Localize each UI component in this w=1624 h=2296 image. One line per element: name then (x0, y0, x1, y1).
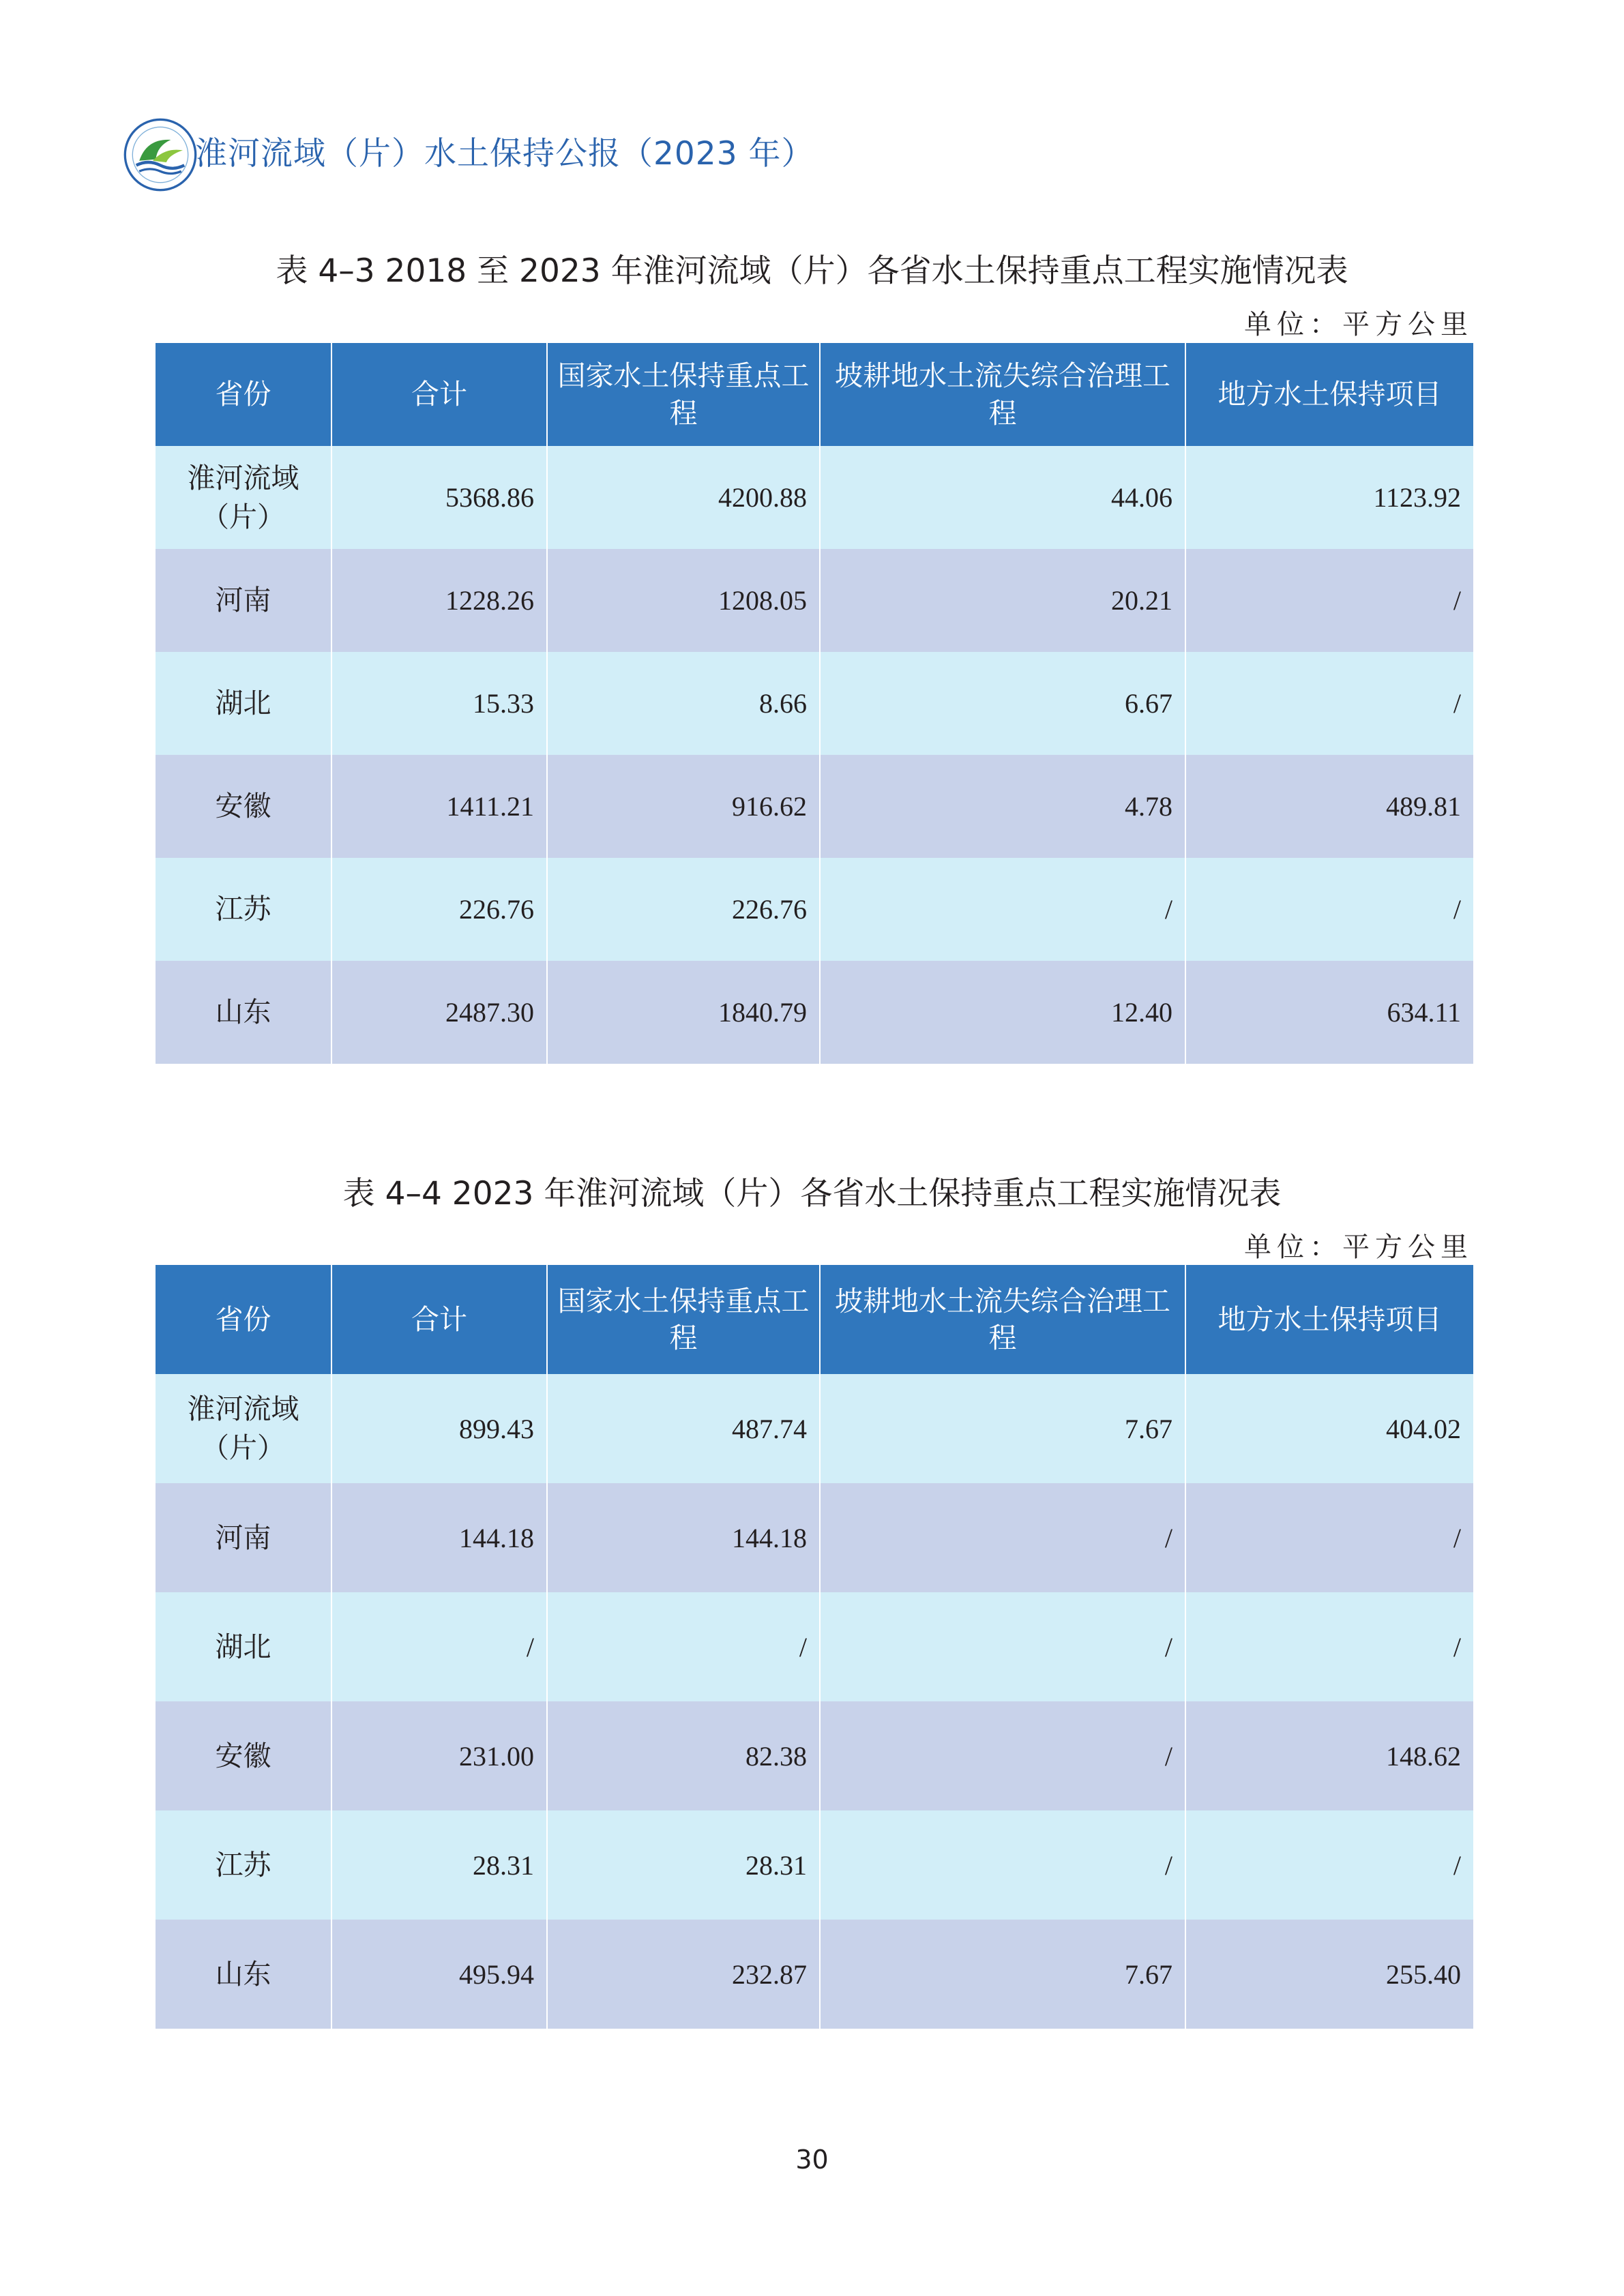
cell-total: 5368.86 (331, 446, 547, 549)
cell-national: 82.38 (547, 1701, 820, 1810)
cell-slope: 44.06 (820, 446, 1185, 549)
cell-local: 148.62 (1185, 1701, 1473, 1810)
table-4-3-unit: 单位：平方公里 (1244, 309, 1473, 340)
column-header-national-key-project: 国家水土保持重点工程 (547, 343, 820, 446)
cell-local: / (1185, 549, 1473, 652)
table-header-row (156, 1265, 1473, 1374)
cell-local: / (1185, 1483, 1473, 1592)
cell-local: 489.81 (1185, 755, 1473, 858)
cell-local: 404.02 (1185, 1374, 1473, 1483)
row-province: 湖北 (156, 652, 331, 755)
cell-slope: / (820, 1810, 1185, 1920)
column-header-slope-farmland-project: 坡耕地水土流失综合治理工程 (820, 1265, 1185, 1374)
table-4-4-unit: 单位：平方公里 (1244, 1232, 1473, 1263)
cell-national: 144.18 (547, 1483, 820, 1592)
cell-national: 232.87 (547, 1920, 820, 2029)
table-row (156, 755, 1473, 858)
table-row (156, 652, 1473, 755)
table-row (156, 1920, 1473, 2029)
table-row (156, 1592, 1473, 1701)
cell-slope: 6.67 (820, 652, 1185, 755)
cell-national: 28.31 (547, 1810, 820, 1920)
row-province: 山东 (156, 1920, 331, 2029)
table-row (156, 1374, 1473, 1483)
cell-total: 231.00 (331, 1701, 547, 1810)
cell-total: 899.43 (331, 1374, 547, 1483)
table-row (156, 1701, 1473, 1810)
cell-slope: 7.67 (820, 1920, 1185, 2029)
cell-national: 4200.88 (547, 446, 820, 549)
cell-slope: 4.78 (820, 755, 1185, 858)
row-province: 江苏 (156, 1810, 331, 1920)
table-row (156, 1483, 1473, 1592)
column-header-local-project: 地方水土保持项目 (1185, 1265, 1473, 1374)
cell-national: 226.76 (547, 858, 820, 961)
table-row (156, 549, 1473, 652)
cell-total: 2487.30 (331, 961, 547, 1064)
table-row (156, 858, 1473, 961)
cell-total: 15.33 (331, 652, 547, 755)
column-header-slope-farmland-project: 坡耕地水土流失综合治理工程 (820, 343, 1185, 446)
row-province: 淮河流域（片） (156, 1374, 331, 1483)
cell-local: 255.40 (1185, 1920, 1473, 2029)
table-4-3-title: 表 4–3 2018 至 2023 年淮河流域（片）各省水土保持重点工程实施情况表 (276, 252, 1348, 290)
cell-total: 495.94 (331, 1920, 547, 2029)
cell-local: / (1185, 1592, 1473, 1701)
cell-slope: / (820, 1483, 1185, 1592)
cell-slope: / (820, 1701, 1185, 1810)
cell-local: / (1185, 652, 1473, 755)
cell-national: 487.74 (547, 1374, 820, 1483)
cell-slope: 7.67 (820, 1374, 1185, 1483)
cell-national: 1840.79 (547, 961, 820, 1064)
cell-total: 1411.21 (331, 755, 547, 858)
row-province: 湖北 (156, 1592, 331, 1701)
column-header-total: 合计 (331, 1265, 547, 1374)
table-4-3 (156, 343, 1473, 1064)
cell-national: 916.62 (547, 755, 820, 858)
row-province: 江苏 (156, 858, 331, 961)
row-province: 淮河流域（片） (156, 446, 331, 549)
cell-total: / (331, 1592, 547, 1701)
cell-local: / (1185, 1810, 1473, 1920)
column-header-province: 省份 (156, 343, 331, 446)
row-province: 河南 (156, 549, 331, 652)
row-province: 安徽 (156, 1701, 331, 1810)
cell-national: 8.66 (547, 652, 820, 755)
row-province: 河南 (156, 1483, 331, 1592)
cell-local: / (1185, 858, 1473, 961)
column-header-province: 省份 (156, 1265, 331, 1374)
cell-slope: 12.40 (820, 961, 1185, 1064)
row-province: 山东 (156, 961, 331, 1064)
basin-water-conservation-logo-icon (123, 117, 198, 192)
column-header-local-project: 地方水土保持项目 (1185, 343, 1473, 446)
table-4-4 (156, 1265, 1473, 2029)
cell-total: 144.18 (331, 1483, 547, 1592)
cell-total: 226.76 (331, 858, 547, 961)
column-header-national-key-project: 国家水土保持重点工程 (547, 1265, 820, 1374)
table-row (156, 961, 1473, 1064)
cell-slope: / (820, 1592, 1185, 1701)
cell-national: 1208.05 (547, 549, 820, 652)
row-province: 安徽 (156, 755, 331, 858)
cell-national: / (547, 1592, 820, 1701)
cell-total: 1228.26 (331, 549, 547, 652)
page-number: 30 (795, 2145, 829, 2175)
report-title: 淮河流域（片）水土保持公报（2023 年） (195, 135, 814, 173)
table-header-row (156, 343, 1473, 446)
cell-local: 1123.92 (1185, 446, 1473, 549)
table-row (156, 1810, 1473, 1920)
table-row (156, 446, 1473, 549)
cell-total: 28.31 (331, 1810, 547, 1920)
table-4-4-title: 表 4–4 2023 年淮河流域（片）各省水土保持重点工程实施情况表 (342, 1175, 1282, 1212)
cell-local: 634.11 (1185, 961, 1473, 1064)
cell-slope: / (820, 858, 1185, 961)
column-header-total: 合计 (331, 343, 547, 446)
cell-slope: 20.21 (820, 549, 1185, 652)
